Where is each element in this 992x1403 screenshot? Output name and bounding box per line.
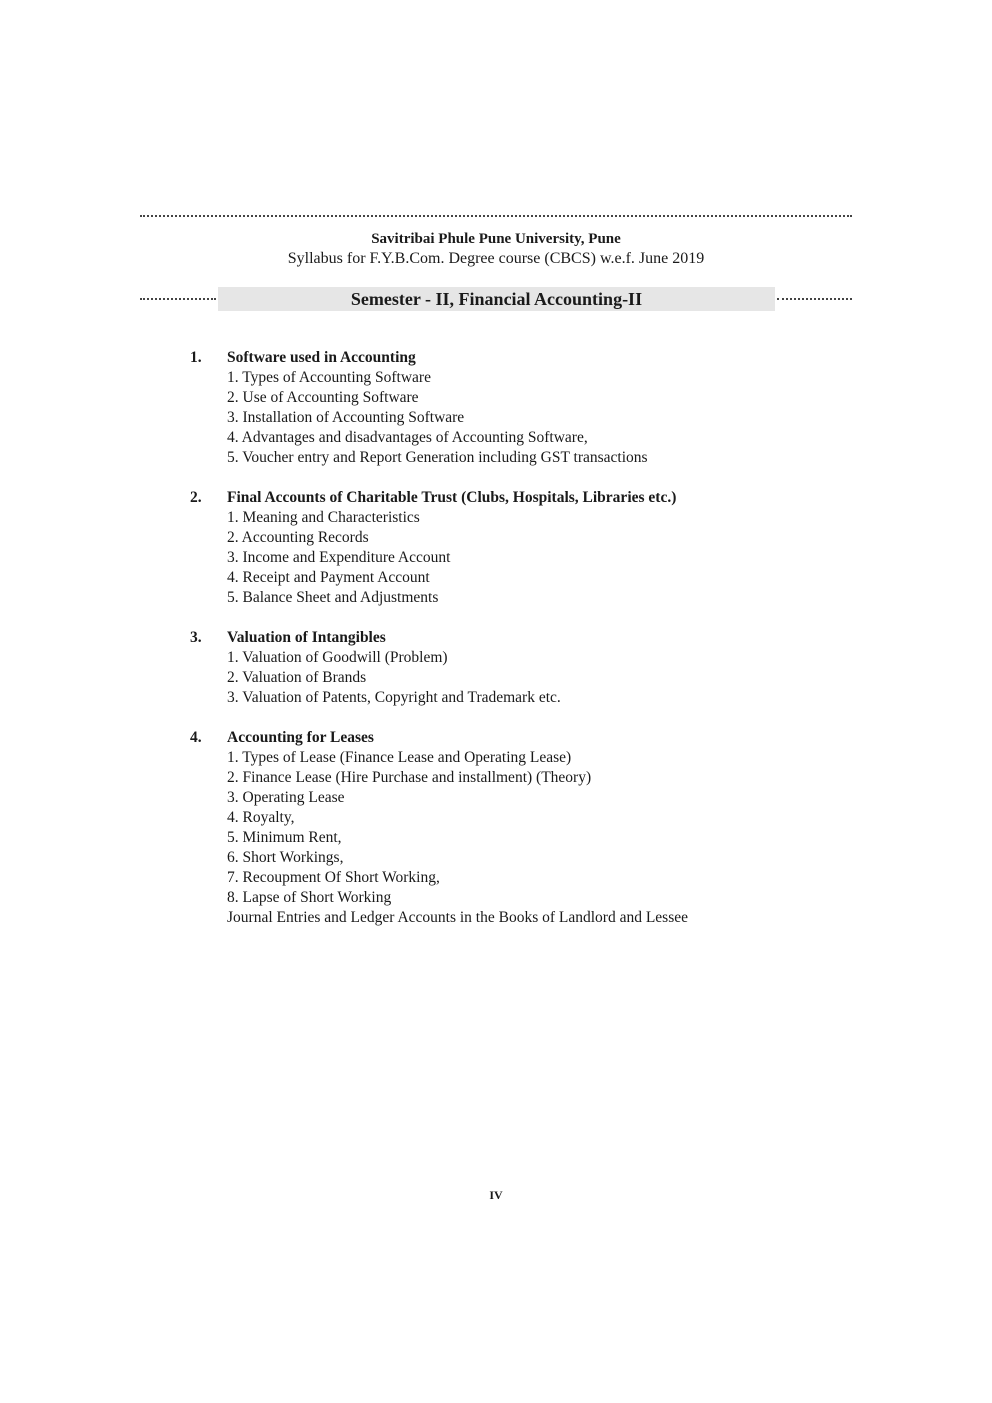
list-item: 2. Valuation of Brands bbox=[227, 669, 367, 686]
syllabus-subtitle: Syllabus for F.Y.B.Com. Degree course (CBCS) w.e.f. June 2019 bbox=[287, 250, 705, 267]
list-item: 3. Income and Expenditure Account bbox=[227, 549, 451, 566]
list-item: 1. Valuation of Goodwill (Problem) bbox=[227, 649, 448, 666]
list-item: 4. Advantages and disadvantages of Accounting Software, bbox=[227, 429, 588, 446]
list-item: 3. Valuation of Patents, Copyright and Trademark etc. bbox=[227, 689, 561, 706]
list-item: 3. Installation of Accounting Software bbox=[227, 409, 465, 426]
list-item: 2. Accounting Records bbox=[227, 529, 369, 546]
banner-left-divider bbox=[140, 298, 216, 300]
section-title: Final Accounts of Charitable Trust (Clubs, Hospitals, Libraries etc.) bbox=[227, 489, 677, 506]
list-item: 1. Types of Accounting Software bbox=[227, 369, 431, 386]
top-divider bbox=[140, 215, 852, 217]
section-number: 2. bbox=[190, 489, 202, 506]
list-item: 2. Use of Accounting Software bbox=[227, 389, 419, 406]
list-item: 4. Receipt and Payment Account bbox=[227, 569, 430, 586]
list-item: Journal Entries and Ledger Accounts in the Books of Landlord and Lessee bbox=[227, 909, 689, 926]
section-number: 1. bbox=[190, 349, 202, 366]
list-item: 7. Recoupment Of Short Working, bbox=[227, 869, 440, 886]
section-number: 3. bbox=[190, 629, 202, 646]
section-title: Valuation of Intangibles bbox=[227, 629, 386, 646]
list-item: 2. Finance Lease (Hire Purchase and installment) (Theory) bbox=[227, 769, 592, 786]
banner-right-divider bbox=[777, 298, 852, 300]
university-name: Savitribai Phule Pune University, Pune bbox=[371, 231, 621, 247]
list-item: 1. Meaning and Characteristics bbox=[227, 509, 420, 526]
list-item: 6. Short Workings, bbox=[227, 849, 344, 866]
section-title: Software used in Accounting bbox=[227, 349, 416, 366]
list-item: 4. Royalty, bbox=[227, 809, 295, 826]
list-item: 5. Balance Sheet and Adjustments bbox=[227, 589, 439, 606]
list-item: 5. Minimum Rent, bbox=[227, 829, 342, 846]
semester-banner: Semester - II, Financial Accounting-II bbox=[218, 287, 775, 311]
list-item: 3. Operating Lease bbox=[227, 789, 345, 806]
list-item: 5. Voucher entry and Report Generation including GST transactions bbox=[227, 449, 648, 466]
section-number: 4. bbox=[190, 729, 202, 746]
page-number: IV bbox=[489, 1188, 503, 1202]
list-item: 1. Types of Lease (Finance Lease and Operating Lease) bbox=[227, 749, 572, 766]
list-item: 8. Lapse of Short Working bbox=[227, 889, 392, 906]
section-title: Accounting for Leases bbox=[227, 729, 374, 746]
